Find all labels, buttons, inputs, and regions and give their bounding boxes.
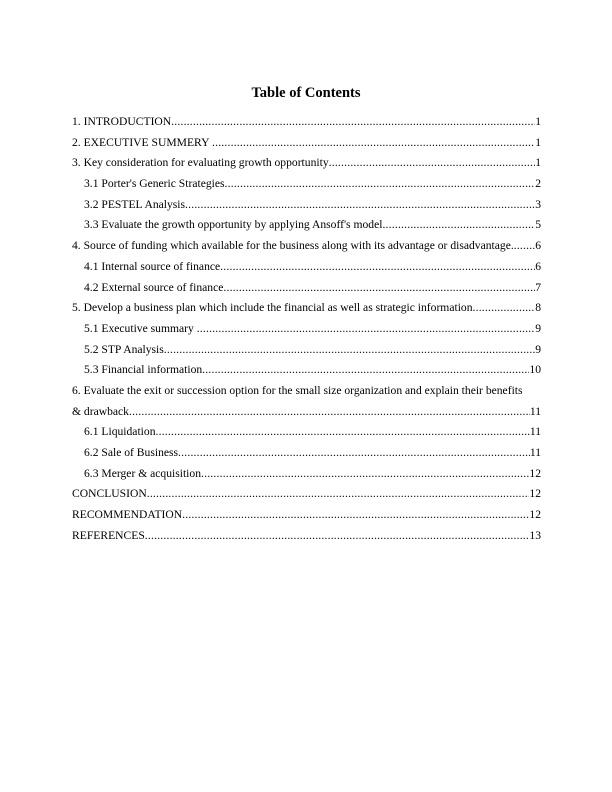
toc-page-number: 7 <box>535 280 541 294</box>
toc-title: Table of Contents <box>251 85 361 101</box>
toc-page-number: 13 <box>529 528 541 542</box>
toc-page-number: 11 <box>529 404 541 418</box>
toc-entry-text: 5. Develop a business plan which include the financial as well as strategic information <box>72 301 473 315</box>
dot-leader <box>201 464 529 485</box>
toc-page-number: 1 <box>535 156 541 170</box>
toc-entry-recommendation[interactable] <box>72 505 541 526</box>
toc-entry-text: 4. Source of funding which available for the business along with its advantage or disadvantage. <box>72 239 514 253</box>
dot-leader <box>156 422 530 443</box>
toc-entry-text: REFERENCES <box>72 528 145 542</box>
dot-leader <box>147 484 530 505</box>
toc-page-number: 9 <box>535 342 541 356</box>
toc-entry-text: 6.1 Liquidation <box>84 425 156 439</box>
toc-entry-references[interactable] <box>72 526 541 547</box>
toc-page-number: 10 <box>529 363 541 377</box>
dot-leader <box>178 443 530 464</box>
toc-page-number: 2 <box>535 177 541 191</box>
toc-page-number: 11 <box>529 425 541 439</box>
toc-entry-text: 3.1 Porter's Generic Strategies <box>84 177 225 191</box>
toc-entry-porters-generic-strategies[interactable] <box>72 174 541 195</box>
toc-page-number: 12 <box>529 508 541 522</box>
toc-entry-text: 1. INTRODUCTION <box>72 115 172 128</box>
toc-entry-text: 5.1 Executive summary <box>84 321 197 335</box>
dot-leader <box>145 526 530 547</box>
toc-entry-text: CONCLUSION <box>72 487 147 501</box>
dot-leader <box>171 112 535 133</box>
dot-leader <box>182 505 529 526</box>
toc-entry-pestel-analysis[interactable] <box>72 195 541 216</box>
toc-entry-business-plan[interactable] <box>72 298 541 319</box>
toc-entry-text: 5.3 Financial information <box>84 363 203 377</box>
toc-entry-text: 6.2 Sale of Business <box>84 446 179 459</box>
toc-page-number: 5 <box>535 218 541 232</box>
toc-entry-exit-succession[interactable] <box>72 381 541 422</box>
toc-entry-text: 5.2 STP Analysis <box>84 342 164 356</box>
dot-leader <box>225 174 536 195</box>
dot-leader <box>223 278 535 299</box>
toc-entry-financial-information[interactable] <box>72 360 541 381</box>
toc-page-number: 12 <box>529 487 541 501</box>
dot-leader <box>202 360 529 381</box>
toc-entry-text: 6. Evaluate the exit or succession option for the small size organization and explain their benefits <box>72 383 523 397</box>
toc-entry-merger-acquisition[interactable] <box>72 464 541 485</box>
toc-page-number: 9 <box>535 321 541 335</box>
toc-entry-text: 2. EXECUTIVE SUMMERY <box>72 135 212 149</box>
dot-leader <box>185 195 535 216</box>
toc-page-number: 6 <box>535 239 541 253</box>
toc-entry-stp-analysis[interactable] <box>72 340 541 361</box>
dot-leader <box>220 257 535 278</box>
toc-entry-external-source-of-finance[interactable] <box>72 278 541 299</box>
toc-entry-source-of-funding[interactable] <box>72 236 541 257</box>
toc-entry-text: 3.3 Evaluate the growth opportunity by applying Ansoff's model <box>84 218 383 232</box>
dot-leader <box>473 298 536 319</box>
toc-page-number: 8 <box>535 301 541 315</box>
toc-entry-text-continued: & drawback <box>72 404 129 418</box>
dot-leader <box>212 133 535 154</box>
toc-entry-executive-summary[interactable] <box>72 319 541 340</box>
toc-entry-conclusion[interactable] <box>72 484 541 505</box>
toc-entry-text: 6.3 Merger & acquisition <box>84 466 201 480</box>
toc-entry-key-consideration[interactable] <box>72 153 541 174</box>
toc-entry-text: 3.2 PESTEL Analysis <box>84 197 186 211</box>
toc-entry-text: 4.2 External source of finance <box>84 280 224 294</box>
toc-page-number: 1 <box>535 135 541 149</box>
toc-page-number: 12 <box>529 466 541 480</box>
toc-entry-text: 3. Key consideration for evaluating growth opportunity <box>72 156 329 170</box>
toc-page-number: 1 <box>535 115 541 128</box>
toc-entry-executive-summery[interactable] <box>72 133 541 154</box>
dot-leader <box>129 402 530 423</box>
toc-entry-line-2 <box>72 402 541 423</box>
toc-entry-text: 4.1 Internal source of finance <box>84 259 221 273</box>
toc-entry-sale-of-business[interactable] <box>72 443 541 464</box>
dot-leader <box>382 215 535 236</box>
toc-entry-liquidation[interactable] <box>72 422 541 443</box>
table-of-contents <box>72 112 541 546</box>
toc-entry-introduction[interactable] <box>72 112 541 133</box>
dot-leader <box>197 319 536 340</box>
toc-page-number: 11 <box>529 446 541 459</box>
dot-leader <box>514 236 535 257</box>
toc-page-number: 3 <box>535 197 541 211</box>
toc-entry-internal-source-of-finance[interactable] <box>72 257 541 278</box>
dot-leader <box>329 153 536 174</box>
dot-leader <box>164 340 535 361</box>
toc-page-number: 6 <box>535 259 541 273</box>
toc-entry-text: RECOMMENDATION <box>72 508 183 522</box>
toc-entry-ansoff-model[interactable] <box>72 215 541 236</box>
